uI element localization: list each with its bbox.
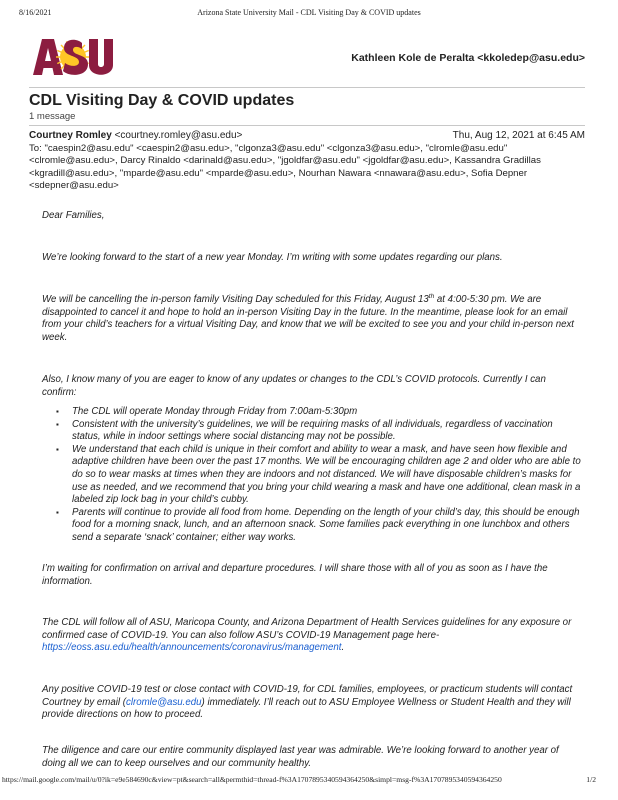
divider-top — [29, 87, 585, 88]
divider-subject — [29, 125, 585, 126]
page-number: 1/2 — [586, 775, 596, 784]
list-item: ▪ The CDL will operate Monday through Friday from 7:00am-5:30pm — [72, 406, 582, 419]
message-paragraph-2: We will be cancelling the in-person family Visiting Day scheduled for this Friday, August 13th at 4:00-5:30 pm. We are disappointed to cancel it and hope to hold an in-person Visiting Day in the future. In the meantime, please look for an email from your child’s teachers for a virtual Visiting Day, and know that we will be excited to see you and your child in-person next week. — [42, 292, 575, 343]
message-paragraph-6: Any positive COVID-19 test or close contact with COVID-19, for CDL families, employees, or practicum students will contact Courtney by email (clromle@asu.edu) immediately. I’ll reach out to ASU Employee Wellness or Student Health and they will provide directions on how to proceed. — [42, 684, 573, 721]
sender-name: Courtney Romley — [29, 130, 112, 141]
protocol-list — [42, 406, 582, 545]
print-title: Arizona State University Mail - CDL Visiting Day & COVID updates — [197, 8, 421, 17]
message-body-greeting — [42, 210, 582, 223]
account-label: Kathleen Kole de Peralta <kkoledep@asu.edu> — [351, 52, 585, 64]
message-paragraph-4: I’m waiting for confirmation on arrival and departure procedures. I will share those with all of you as soon as I have the information. — [42, 563, 548, 587]
list-item: ▪ Parents will continue to provide all food from home. Depending on the length of your child’s day, this should be enough food for a morning snack, lunch, and an afternoon snack. Some families pack everything in one lunchbox and others send a separate ‘snack’ container; either way works. — [72, 507, 582, 545]
message-count: 1 message — [29, 111, 76, 122]
sender — [29, 130, 242, 141]
print-url: https://mail.google.com/mail/u/0?ik=e9e584690c&view=pt&search=all&permthid=thread-f%3A1707895340594364250&simpl=msg-f%3A1707895340594364250 — [2, 775, 502, 784]
email-link[interactable]: clromle@asu.edu — [126, 696, 202, 708]
message-paragraph-3: Also, I know many of you are eager to know of any updates or changes to the CDL’s COVID protocols. Currently I can confirm: — [42, 374, 546, 398]
list-item: ▪ Consistent with the university’s guidelines, we will be requiring masks of all individuals, regardless of vaccination status, while in indoor settings where social distancing may not be possible. — [72, 419, 582, 444]
asu-logo-icon — [33, 37, 113, 77]
sent-date: Thu, Aug 12, 2021 at 6:45 AM — [452, 130, 585, 141]
covid-management-link[interactable]: https://eoss.asu.edu/health/announcements/coronavirus/management — [42, 642, 342, 654]
message-paragraph-7: The diligence and care our entire community displayed last year was admirable. We’re looking forward to another year of doing all we can to keep ourselves and our community healthy. — [42, 745, 559, 769]
list-item: ▪ We understand that each child is unique in their comfort and ability to wear a mask, and have seen how flexible and adaptive children have been over the past 17 months. We will be encouraging children age 2 and older who are able to do so to wear masks at times when they are indoors and not distanced. We will have disposable children’s masks for use as needed, and we recommend that you bring your child wearing a mask and have one additional, clean mask in a labeled zip lock bag in your child’s cubby. — [72, 444, 582, 507]
recipients: To: "caespin2@asu.edu" <caespin2@asu.edu>, "clgonza3@asu.edu" <clgonza3@asu.edu>, "clromle@asu.edu" <clromle@asu.edu>, Darcy Rinaldo <darinald@asu.edu>, "jgoldfar@asu.edu" <jgoldfar@asu.edu>, Kassandra Gradillas <kgradill@asu.edu>, "mparde@asu.edu" <mparde@asu.edu>, Nourhan Nawara <nnawara@asu.edu>, Sofia Depner <sdepner@asu.edu> — [29, 143, 541, 192]
message-paragraph-1: We’re looking forward to the start of a new year Monday. I’m writing with some updates regarding our plans. — [42, 252, 503, 263]
print-date: 8/16/2021 — [19, 8, 52, 17]
asu-logo — [33, 37, 113, 77]
greeting: Dear Families, — [42, 210, 105, 221]
thread-subject: CDL Visiting Day & COVID updates — [29, 92, 295, 109]
message-paragraph-5: The CDL will follow all of ASU, Maricopa County, and Arizona Department of Health Services guidelines for any exposure or confirmed case of COVID-19. You can also follow ASU’s COVID-19 Management page here- https://eoss.asu.edu/health/announcements/coronavirus/management. — [42, 617, 572, 654]
sender-email: <courtney.romley@asu.edu> — [114, 130, 243, 141]
